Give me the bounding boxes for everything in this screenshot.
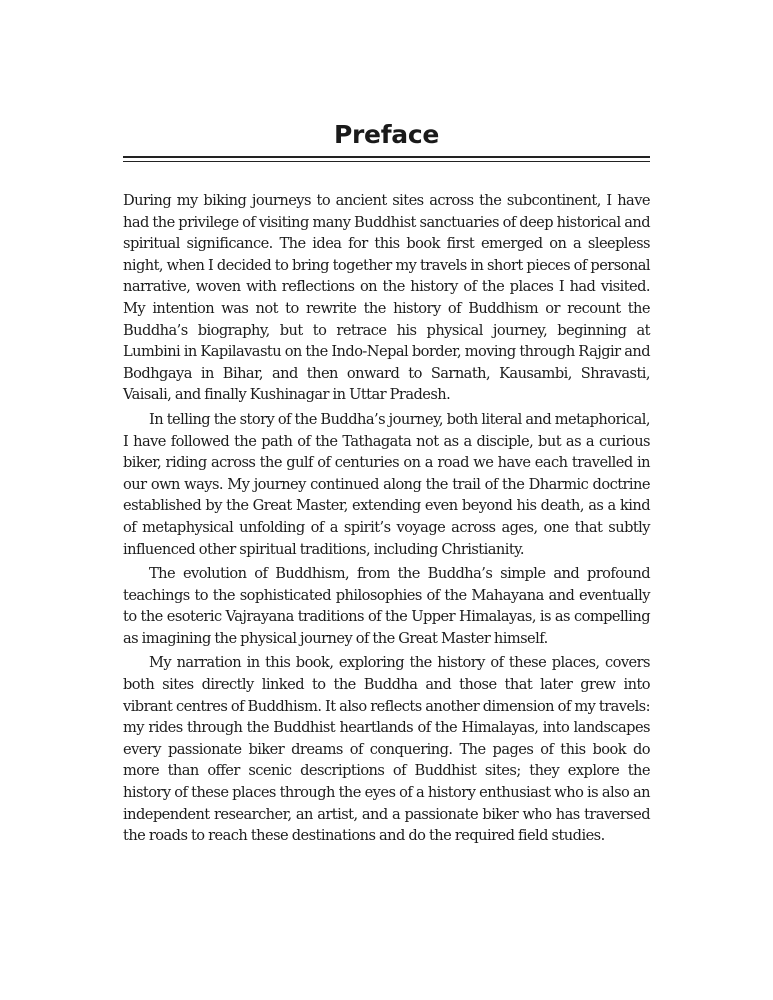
paragraph-2: In telling the story of the Buddha’s journey, both literal and metaphorical, I have followed the path of the Tathagata not as a disciple, but as a curious biker, riding across the gulf of centuries on a road we have each travelled in our own ways. My journey continued along the trail of the Dharmic doctrine established by the Great Master, extending even beyond his death, as a kind of metaphysical unfolding of a spirit’s voyage across ages, one that subtly influenced other spiritual traditions, including Christianity. <box>123 410 650 558</box>
paragraph-1: During my biking journeys to ancient sites across the subcontinent, I have had the privilege of visiting many Buddhist sanctuaries of deep historical and spiritual significance. The idea for this book first emerged on a sleepless night, when I decided to bring together my travels in short pieces of personal narrative, woven with reflections on the history of the places I had visited. My intention was not to rewrite the history of Buddhism or recount the Buddha’s biography, but to retrace his physical journey, beginning at Lumbini in Kapilavastu on the Indo-Nepal border, moving through Rajgir and Bodhgaya in Bihar, and then onward to Sarnath, Kausambi, Shravasti, Vaisali, and finally Kushinagar in Uttar Pradesh. <box>123 192 650 404</box>
paragraph-4: My narration in this book, exploring the history of these places, covers both sites directly linked to the Buddha and those that later grew into vibrant centres of Buddhism. It also reflects another dimension of my travels: my rides through the Buddhist heartlands of the Himalayas, into landscapes every passionate biker dreams of conquering. The pages of this book do more than offer scenic descriptions of Buddhist sites; they explore the history of these places through the eyes of a history enthusiast who is also an independent researcher, an artist, and a passionate biker who has traversed the roads to reach these destinations and do the required field studies. <box>123 654 650 845</box>
page-title: Preface <box>333 120 440 149</box>
preface-body <box>123 190 650 850</box>
title-rule-thin <box>123 161 650 162</box>
paragraph-3: The evolution of Buddhism, from the Buddha’s simple and profound teachings to the sophisticated philosophies of the Mahayana and eventually to the esoteric Vajrayana traditions of the Upper Himalayas, is as compelling as imagining the physical journey of the Great Master himself. <box>123 565 650 647</box>
title-rule-thick <box>123 156 650 158</box>
